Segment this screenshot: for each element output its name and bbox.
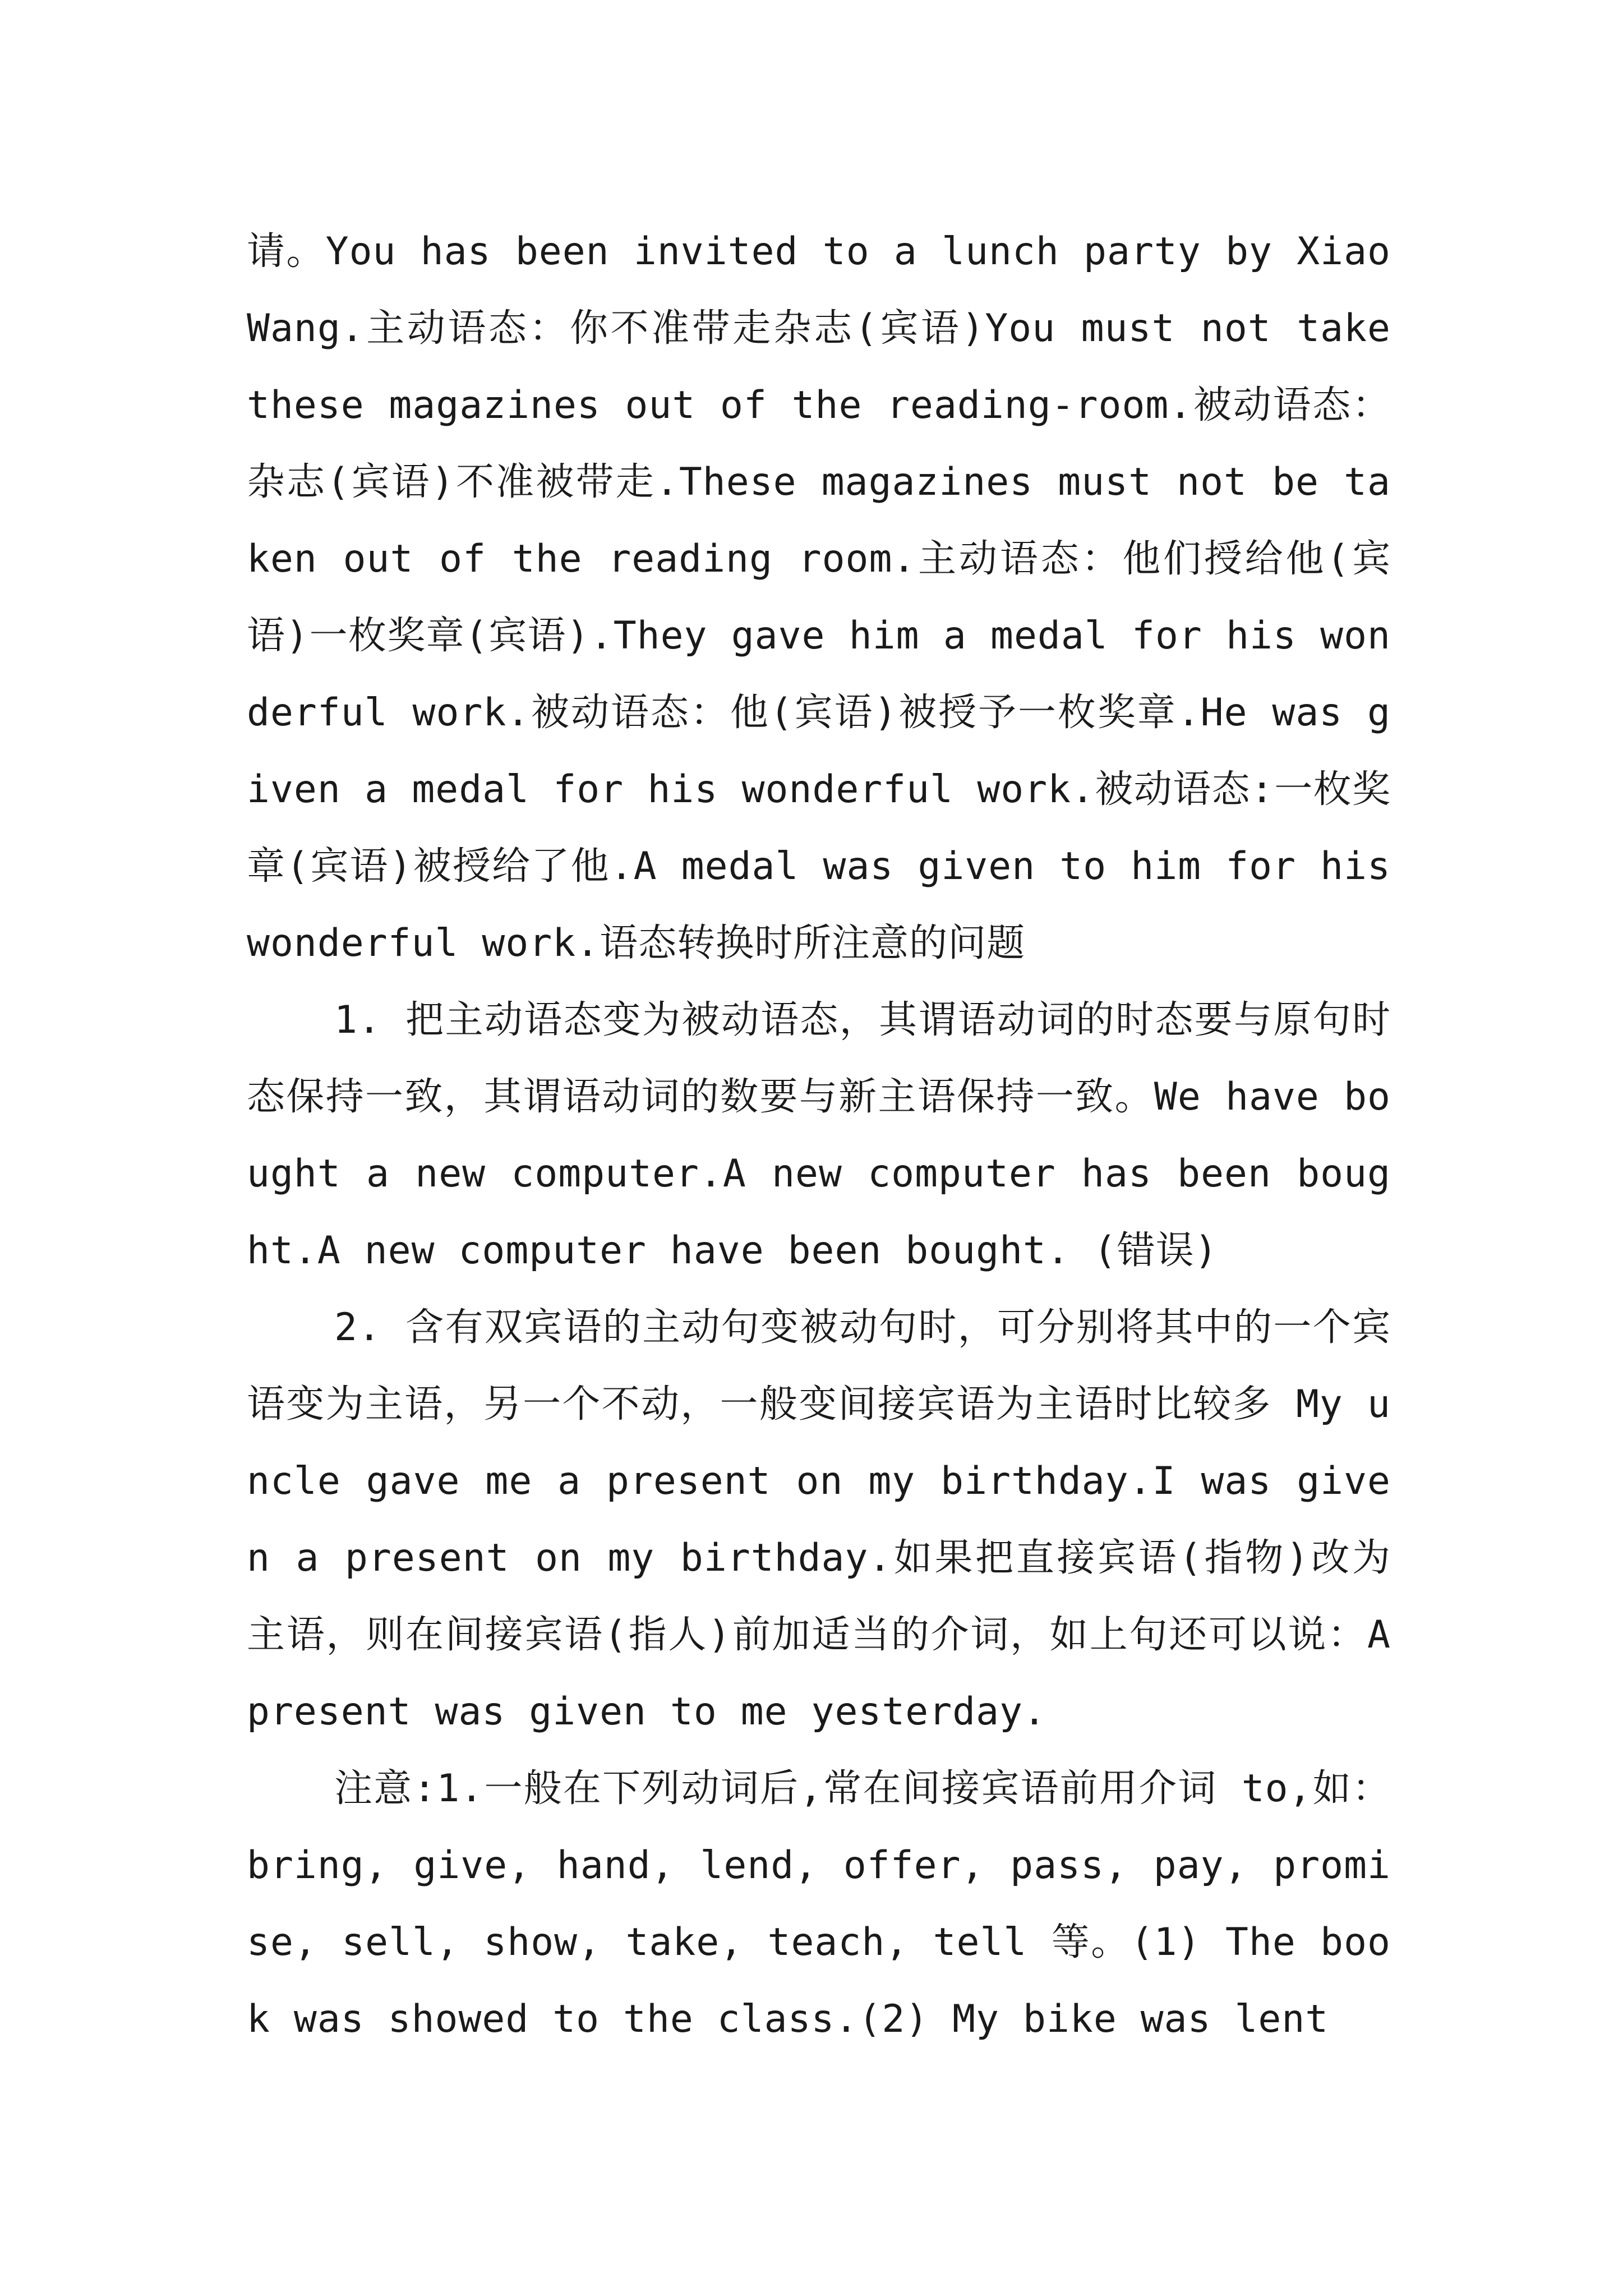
paragraph-2: 1. 把主动语态变为被动语态，其谓语动词的时态要与原句时态保持一致，其谓语动词的数要与新主语保持一致。We have bought a new computer.A new computer has been bought.A new computer have been bought. (错误) xyxy=(247,998,1391,1273)
paragraph-1: 请。You has been invited to a lunch party by Xiao Wang.主动语态：你不准带走杂志(宾语)You must not take these magazines out of the reading-room.被动语态：杂志(宾语)不准被带走.These magazines must not be taken out of the reading room.主动语态：他们授给他(宾语)一枚奖章(宾语).They gave him a medal for his wonderful work.被动语态：他(宾语)被授予一枚奖章.He was given a medal for his wonderful work.被动语态:一枚奖章(宾语)被授给了他.A medal was given to him for his wonderful work.语态转换时所注意的问题 xyxy=(247,229,1391,965)
paragraph-3: 2. 含有双宾语的主动句变被动句时，可分别将其中的一个宾语变为主语，另一个不动，一般变间接宾语为主语时比较多 My uncle gave me a present on my birthday.I was given a present on my birthday.如果把直接宾语(指物)改为主语，则在间接宾语(指人)前加适当的介词，如上句还可以说：A present was given to me yesterday. xyxy=(247,1305,1391,1734)
paragraph-4: 注意:1.一般在下列动词后,常在间接宾语前用介词 to,如：bring, give, hand, lend, offer, pass, pay, promise, sell, show, take, teach, tell 等。(1) The book was showed to the class.(2) My bike was lent xyxy=(247,1766,1391,2041)
document-body xyxy=(247,213,1391,2058)
